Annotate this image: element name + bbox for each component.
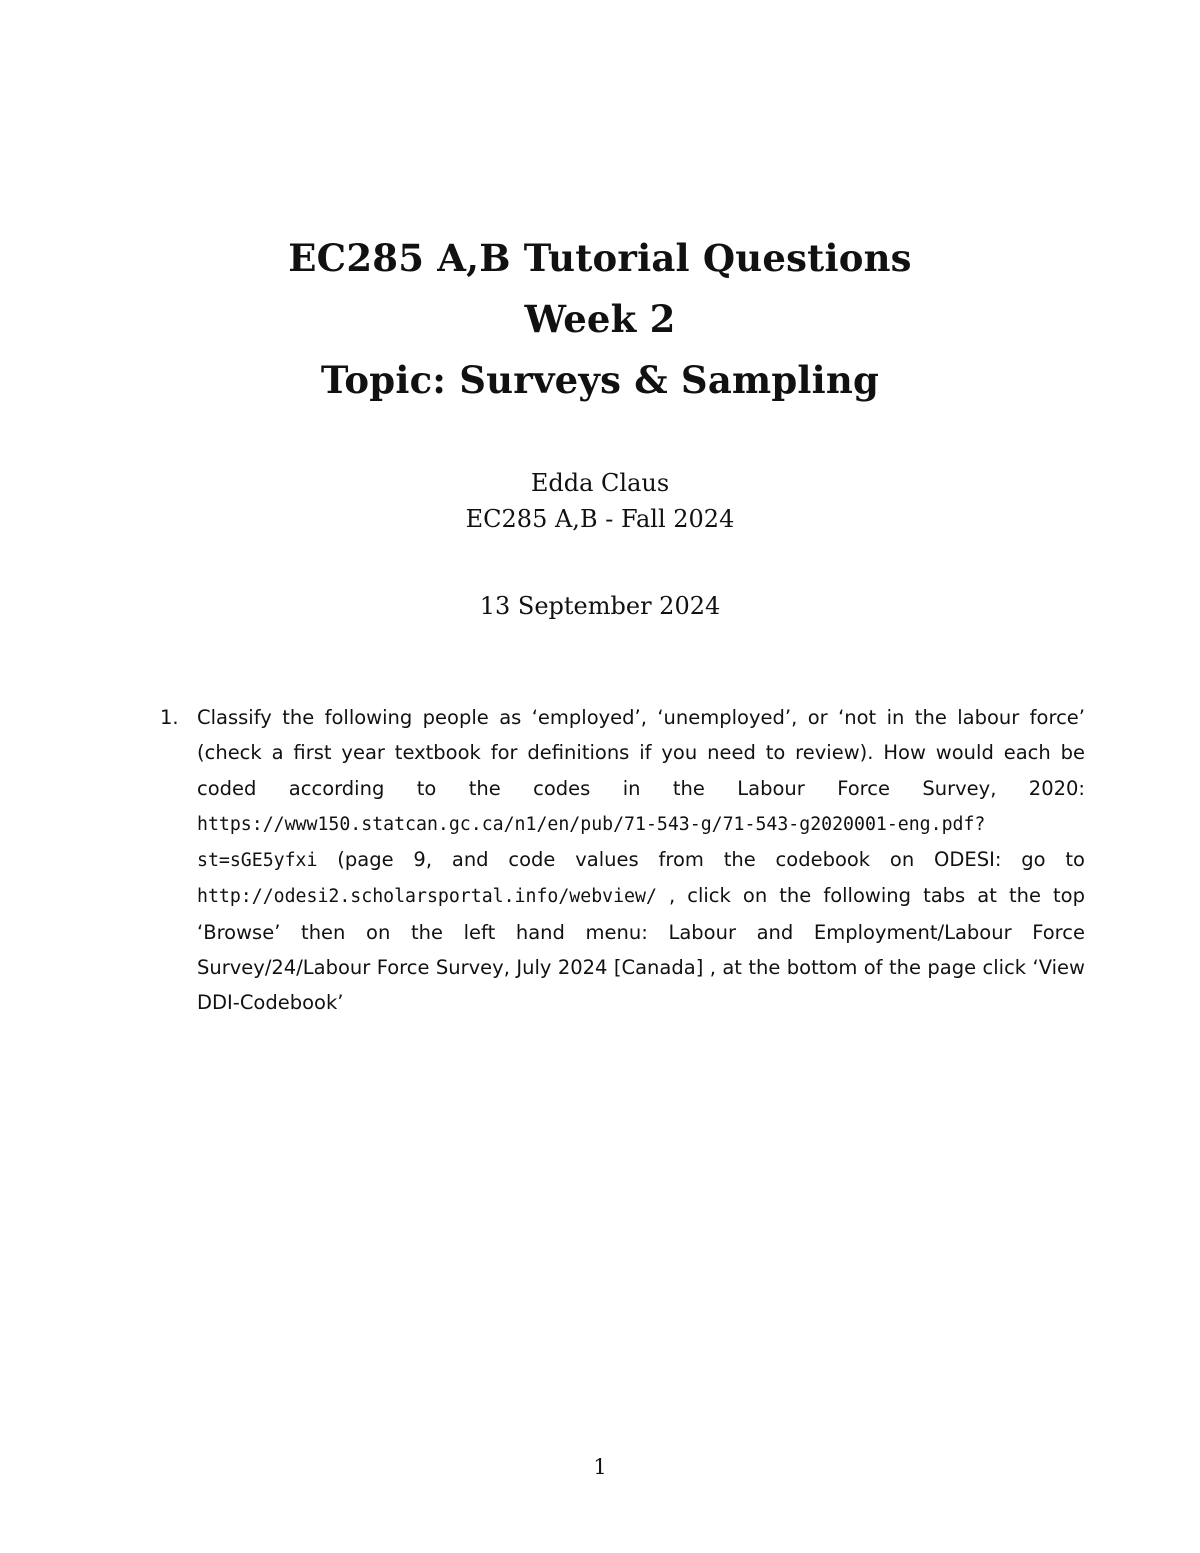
page-number: 1 [593,1455,607,1479]
author-name: Edda Claus [530,469,670,497]
question-text: Classify the following people as ‘employed’, ‘unemployed’, or ‘not in the labour force’ (check a first year textbook for definitions if you need to review). How would each be coded according to the codes in the Labour Force Survey, 2020: [197,706,1085,800]
odesi-link[interactable]: http://odesi2.scholarsportal.info/webview/ [197,886,657,908]
question-item [160,700,1085,1021]
author-block [0,465,1200,537]
question-text: (page 9, and code values from the codebook on ODESI: go to [317,848,1085,872]
question-number: 1. [160,706,179,729]
course-name: EC285 A,B - Fall 2024 [465,505,735,533]
document-topic: Topic: Surveys & Sampling [320,358,880,402]
title-block [0,228,1200,411]
lfs-guide-link[interactable]: https://www150.statcan.gc.ca/n1/en/pub/71-543-g/71-543-g2020001-eng.pdf?st=sGE5yfxi [197,813,986,872]
document-week: Week 2 [524,297,676,341]
question-list [160,700,1085,1021]
document-date: 13 September 2024 [479,592,721,620]
question-text: , click on the following tabs at the top ‘Browse’ then on the left hand menu: Labour and Employment/Labour Force Survey/24/Labour Force Survey, July 2024 [Canada] , at the bottom of the page click ‘View DDI-Codebook’ [197,884,1085,1015]
document-title: EC285 A,B Tutorial Questions [288,236,912,280]
